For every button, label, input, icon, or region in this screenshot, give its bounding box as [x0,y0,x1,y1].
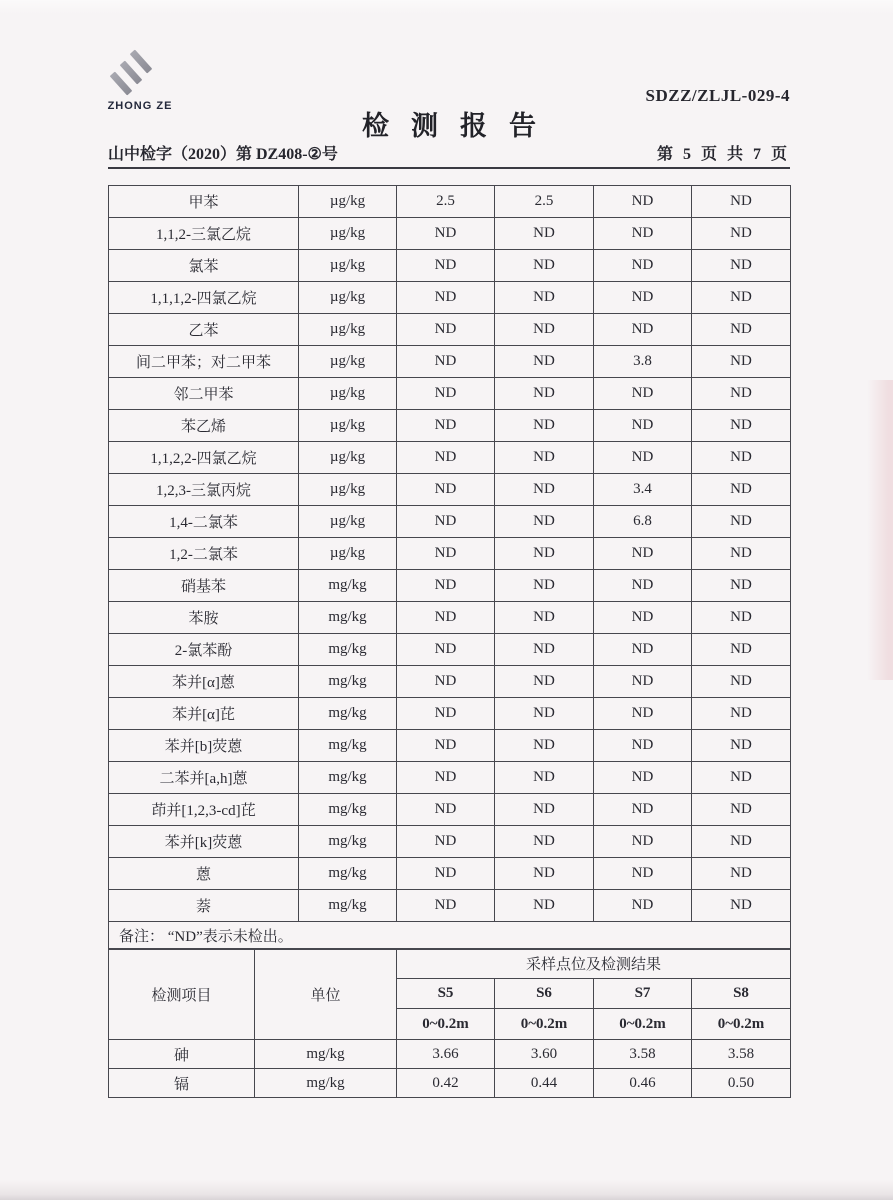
table-row [109,666,791,698]
result-value-cell: ND [495,282,594,314]
result-value-cell: ND [594,538,692,570]
sample-id: S6 [495,979,594,1009]
unit-cell: µg/kg [299,346,397,378]
sample-depth: 0~0.2m [495,1009,594,1040]
result-value-cell: ND [594,826,692,858]
sample-id: S7 [594,979,692,1009]
analyte-name-cell: 苯并[α]芘 [109,698,299,730]
unit-cell: mg/kg [299,794,397,826]
result-value-cell: ND [397,602,495,634]
result-value-cell: ND [397,666,495,698]
analyte-name-cell: 二苯并[a,h]蒽 [109,762,299,794]
result-value-cell: ND [594,762,692,794]
table-row [109,1040,791,1069]
result-value-cell: ND [495,890,594,922]
result-value-cell: ND [692,698,791,730]
analyte-name-cell: 蒽 [109,858,299,890]
table-row [109,410,791,442]
unit-cell: µg/kg [299,378,397,410]
result-value-cell: ND [397,250,495,282]
analyte-name-cell: 间二甲苯；对二甲苯 [109,346,299,378]
table-row [109,186,791,218]
result-value-cell: ND [692,538,791,570]
result-value-cell: ND [397,506,495,538]
result-value-cell: ND [397,570,495,602]
unit-cell: µg/kg [299,506,397,538]
analyte-name-cell: 1,1,2-三氯乙烷 [109,218,299,250]
unit-cell: mg/kg [299,570,397,602]
analyte-name-cell: 砷 [109,1040,255,1069]
result-value-cell: ND [692,314,791,346]
result-value-cell: ND [495,602,594,634]
result-value-cell: ND [495,858,594,890]
result-value-cell: ND [397,794,495,826]
report-number: 山中检字（2020）第 DZ408-②号 [108,146,338,163]
result-value-cell: ND [692,474,791,506]
analyte-name-cell: 苯并[α]蒽 [109,666,299,698]
analyte-name-cell: 苯并[k]荧蒽 [109,826,299,858]
table-row [109,570,791,602]
result-value-cell: ND [397,826,495,858]
result-value-cell: 3.4 [594,474,692,506]
table-row [109,762,791,794]
table-note-row [109,922,791,950]
result-value-cell: ND [692,250,791,282]
result-value-cell: ND [594,218,692,250]
result-value-cell: ND [495,442,594,474]
result-value-cell: ND [397,698,495,730]
unit-cell: mg/kg [299,762,397,794]
table-row [109,826,791,858]
analyte-name-cell: 萘 [109,890,299,922]
result-value-cell: ND [594,570,692,602]
table-row [109,794,791,826]
result-value-cell: ND [594,250,692,282]
unit-cell: µg/kg [299,314,397,346]
analyte-name-cell: 苯胺 [109,602,299,634]
result-value-cell: ND [495,698,594,730]
sample-id: S8 [692,979,791,1009]
result-value-cell: ND [495,346,594,378]
results-table-continued [108,185,791,950]
table-row [109,346,791,378]
unit-cell: mg/kg [255,1040,397,1069]
result-value-cell: ND [594,730,692,762]
result-value-cell: ND [397,730,495,762]
result-value-cell: ND [594,186,692,218]
result-value-cell: ND [594,858,692,890]
scan-smudge [867,380,893,680]
table-row [109,538,791,570]
table-row [109,858,791,890]
result-value-cell: ND [397,282,495,314]
table-row [109,314,791,346]
result-value-cell: ND [594,282,692,314]
result-value-cell: 3.58 [692,1040,791,1069]
analyte-name-cell: 1,2-二氯苯 [109,538,299,570]
col-header-unit: 单位 [255,949,397,1040]
unit-cell: µg/kg [299,218,397,250]
table-row [109,730,791,762]
analyte-name-cell: 苯乙烯 [109,410,299,442]
page-number: 第 5 页 共 7 页 [656,146,790,163]
result-value-cell: ND [495,314,594,346]
result-value-cell: ND [397,634,495,666]
unit-cell: mg/kg [299,602,397,634]
result-value-cell: ND [495,666,594,698]
result-value-cell: ND [692,346,791,378]
result-value-cell: ND [495,794,594,826]
unit-cell: mg/kg [299,634,397,666]
unit-cell: µg/kg [299,250,397,282]
table-row [109,250,791,282]
table-row [109,442,791,474]
unit-cell: mg/kg [299,698,397,730]
result-value-cell: ND [495,250,594,282]
result-value-cell: ND [594,378,692,410]
result-value-cell: ND [692,186,791,218]
result-value-cell: 3.58 [594,1040,692,1069]
results-table-header [109,949,791,1040]
metals-table-body [109,1040,791,1098]
result-value-cell: ND [495,570,594,602]
result-value-cell: 6.8 [594,506,692,538]
result-value-cell: ND [495,538,594,570]
result-value-cell: ND [397,442,495,474]
result-value-cell: ND [495,634,594,666]
result-value-cell: ND [692,634,791,666]
result-value-cell: ND [397,410,495,442]
result-value-cell: ND [692,506,791,538]
result-value-cell: ND [594,442,692,474]
result-value-cell: ND [397,378,495,410]
unit-cell: µg/kg [299,186,397,218]
result-value-cell: ND [692,570,791,602]
result-value-cell: 0.50 [692,1069,791,1098]
unit-cell: mg/kg [255,1069,397,1098]
result-value-cell: ND [397,538,495,570]
result-value-cell: 0.44 [495,1069,594,1098]
result-value-cell: ND [495,410,594,442]
unit-cell: mg/kg [299,666,397,698]
result-value-cell: ND [692,410,791,442]
unit-cell: µg/kg [299,410,397,442]
result-value-cell: ND [692,762,791,794]
result-value-cell: ND [692,794,791,826]
result-value-cell: ND [495,730,594,762]
result-value-cell: ND [692,730,791,762]
result-value-cell: ND [594,698,692,730]
analyte-name-cell: 1,1,2,2-四氯乙烷 [109,442,299,474]
unit-cell: mg/kg [299,730,397,762]
table-row [109,282,791,314]
result-value-cell: ND [594,602,692,634]
results-table-body [109,186,791,922]
subheader-rule [108,138,790,169]
result-value-cell: ND [594,794,692,826]
result-value-cell: ND [594,890,692,922]
table-row [109,634,791,666]
analyte-name-cell: 1,1,1,2-四氯乙烷 [109,282,299,314]
analyte-name-cell: 2-氯苯酚 [109,634,299,666]
unit-cell: µg/kg [299,474,397,506]
col-header-sampling-results: 采样点位及检测结果 [397,949,791,979]
unit-cell: mg/kg [299,826,397,858]
result-value-cell: ND [692,218,791,250]
result-value-cell: ND [495,506,594,538]
result-value-cell: ND [594,634,692,666]
analyte-name-cell: 镉 [109,1069,255,1098]
table-row [109,218,791,250]
analyte-name-cell: 苯并[b]荧蒽 [109,730,299,762]
result-value-cell: ND [692,666,791,698]
table-row [109,890,791,922]
table-row [109,474,791,506]
analyte-name-cell: 乙苯 [109,314,299,346]
table-row [109,1069,791,1098]
analyte-name-cell: 1,4-二氯苯 [109,506,299,538]
page-title: 检测报告 [362,111,558,141]
result-value-cell: ND [397,858,495,890]
results-table-metals [108,948,791,1098]
logo-text: ZHONG ZE [107,100,173,112]
analyte-name-cell: 氯苯 [109,250,299,282]
header-row-spanner [109,949,791,979]
result-value-cell: ND [495,474,594,506]
result-value-cell: 2.5 [397,186,495,218]
analyte-name-cell: 茚并[1,2,3-cd]芘 [109,794,299,826]
unit-cell: mg/kg [299,858,397,890]
unit-cell: mg/kg [299,890,397,922]
result-value-cell: ND [397,474,495,506]
result-value-cell: ND [397,314,495,346]
table-row [109,602,791,634]
result-value-cell: ND [692,858,791,890]
unit-cell: µg/kg [299,538,397,570]
sample-depth: 0~0.2m [692,1009,791,1040]
result-value-cell: ND [692,602,791,634]
result-value-cell: ND [397,890,495,922]
result-value-cell: 3.66 [397,1040,495,1069]
unit-cell: µg/kg [299,282,397,314]
analyte-name-cell: 1,2,3-三氯丙烷 [109,474,299,506]
result-value-cell: ND [495,218,594,250]
table-row [109,698,791,730]
result-value-cell: ND [692,442,791,474]
result-value-cell: ND [692,378,791,410]
result-value-cell: ND [594,410,692,442]
analyte-name-cell: 硝基苯 [109,570,299,602]
document-code: SDZZ/ZLJL-029-4 [645,86,790,105]
result-value-cell: 2.5 [495,186,594,218]
result-value-cell: ND [594,314,692,346]
sample-depth: 0~0.2m [594,1009,692,1040]
analyte-name-cell: 邻二甲苯 [109,378,299,410]
result-value-cell: 3.8 [594,346,692,378]
result-value-cell: ND [495,378,594,410]
unit-cell: µg/kg [299,442,397,474]
table-row [109,378,791,410]
analyte-name-cell: 甲苯 [109,186,299,218]
result-value-cell: 0.46 [594,1069,692,1098]
table-row [109,506,791,538]
sample-depth: 0~0.2m [397,1009,495,1040]
result-value-cell: ND [397,346,495,378]
result-value-cell: ND [397,762,495,794]
result-value-cell: 0.42 [397,1069,495,1098]
result-value-cell: ND [495,762,594,794]
result-value-cell: ND [495,826,594,858]
result-value-cell: ND [594,666,692,698]
nd-note: 备注： “ND”表示未检出。 [109,922,791,950]
result-value-cell: ND [692,826,791,858]
sample-id: S5 [397,979,495,1009]
result-value-cell: ND [397,218,495,250]
result-value-cell: ND [692,282,791,314]
result-value-cell: 3.60 [495,1040,594,1069]
result-value-cell: ND [692,890,791,922]
col-header-item: 检测项目 [109,949,255,1040]
